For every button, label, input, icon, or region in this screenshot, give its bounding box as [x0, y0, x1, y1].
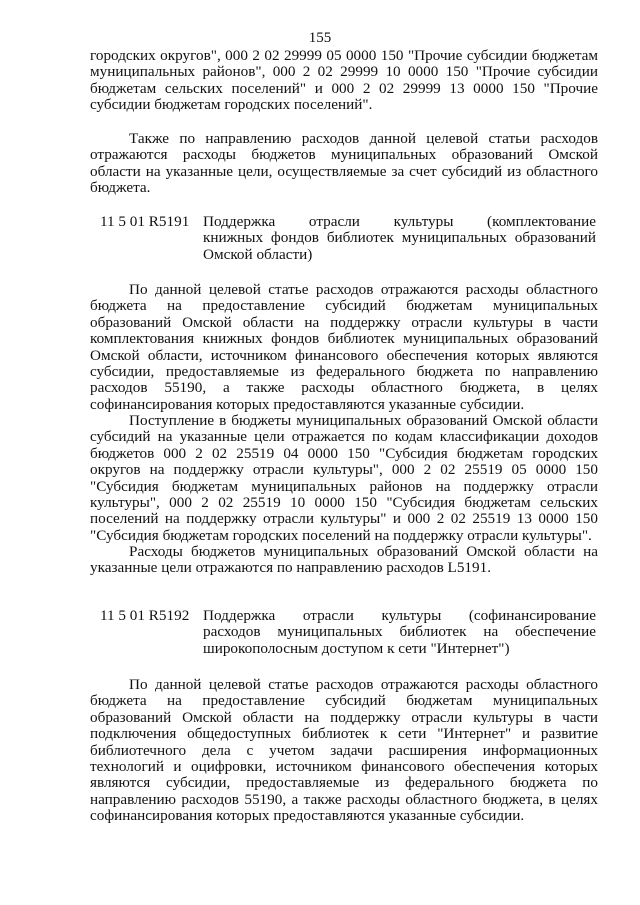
- text-line: технологий и оцифровки, источником финансового обеспечения которых: [90, 758, 598, 776]
- text-line: образований Омской области на поддержку отрасли культуры в части: [90, 708, 598, 726]
- text-line: софинансирования которых предоставляются указанные субсидии.: [90, 395, 525, 413]
- text-line: городских округов", 000 2 02 29999 05 0000 150 "Прочие субсидии бюджетам: [90, 47, 598, 64]
- text-line: направлению расходов 55190, а также расходы областного бюджета, в целях: [90, 790, 598, 808]
- text-line: Поддержка отрасли культуры (комплектование: [203, 213, 596, 230]
- section-code: 11 5 01 R5192: [100, 607, 190, 624]
- text-line: бюджета на предоставление субсидий бюджетам муниципальных: [90, 692, 598, 710]
- text-line: расходов 55190, а также расходы областного бюджета, в целях: [90, 379, 598, 397]
- text-line: Расходы бюджетов муниципальных образований Омской области на: [129, 543, 598, 560]
- text-line: бюджета.: [90, 179, 151, 197]
- section-code: 11 5 01 R5191: [100, 213, 190, 230]
- text-line: "Субсидия бюджетам муниципальных районов на поддержку отрасли: [90, 477, 598, 495]
- text-line: культуры", 000 2 02 25519 10 0000 150 "Субсидия бюджетам сельских: [90, 494, 598, 512]
- text-line: бюджетов 000 2 02 25519 04 0000 150 "Субсидия бюджетам городских: [90, 444, 598, 462]
- text-line: поселений на поддержку отрасли культуры" и 000 2 02 25519 13 0000 150: [90, 510, 598, 528]
- text-line: По данной целевой статье расходов отражаются расходы областного: [129, 676, 598, 693]
- text-line: комплектования книжных фондов библиотек муниципальных образований: [90, 330, 598, 348]
- text-line: Поступление в бюджеты муниципальных образований Омской области: [129, 412, 598, 429]
- section1-paragraph-2: [90, 413, 598, 544]
- text-line: субсидии бюджетам городских поселений".: [90, 96, 373, 114]
- text-line: Омской области, источником финансового обеспечения которых являются: [90, 346, 598, 364]
- text-line: книжных фондов библиотек муниципальных образований: [203, 229, 596, 247]
- page-number: 155: [308, 30, 332, 46]
- text-line: Также по направлению расходов данной целевой статьи расходов: [129, 130, 598, 147]
- text-line: образований Омской области на поддержку отрасли культуры в части: [90, 313, 598, 331]
- text-line: субсидии, предоставляемые из федерального бюджета по направлению: [90, 363, 598, 381]
- text-line: отражаются расходы бюджетов муниципальных образований Омской: [90, 146, 598, 164]
- text-line: Поддержка отрасли культуры (софинансирование: [203, 607, 596, 624]
- section2-paragraph-1: [90, 677, 598, 825]
- text-line: являются субсидии, предоставляемые из федерального бюджета по: [90, 774, 598, 792]
- text-line: бюджетам сельских поселений" и 000 2 02 29999 13 0000 150 "Прочие: [90, 79, 598, 97]
- text-line: библиотечного дела с учетом задачи расширения информационных: [90, 741, 598, 759]
- intro-paragraph: [90, 48, 598, 114]
- section-title: [203, 214, 596, 263]
- section-title: [203, 608, 596, 657]
- text-line: расходов муниципальных библиотек на обеспечение: [203, 623, 596, 641]
- text-line: Омской области): [203, 245, 313, 263]
- text-line: софинансирования которых предоставляются указанные субсидии.: [90, 807, 525, 825]
- section1-paragraph-3: [90, 544, 598, 577]
- text-line: округов на поддержку отрасли культуры", 000 2 02 25519 05 0000 150: [90, 461, 598, 479]
- text-line: подключения общедоступных библиотек к сети "Интернет" и развитие: [90, 725, 598, 743]
- text-line: области на указанные цели, осуществляемые за счет субсидий из областного: [90, 162, 598, 180]
- text-line: муниципальных районов", 000 2 02 29999 10 0000 150 "Прочие субсидии: [90, 63, 598, 81]
- text-line: широкополосным доступом к сети "Интернет"): [203, 639, 510, 657]
- section1-paragraph-1: [90, 282, 598, 413]
- text-line: По данной целевой статье расходов отражаются расходы областного: [129, 281, 598, 298]
- text-line: бюджета на предоставление субсидий бюджетам муниципальных: [90, 297, 598, 315]
- text-line: субсидий на указанные цели отражается по кодам классификации доходов: [90, 428, 598, 446]
- funding-paragraph: [90, 131, 598, 197]
- text-line: "Субсидия бюджетам городских поселений на поддержку отрасли культуры".: [90, 526, 592, 544]
- text-line: указанные цели отражаются по направлению расходов L5191.: [90, 559, 491, 577]
